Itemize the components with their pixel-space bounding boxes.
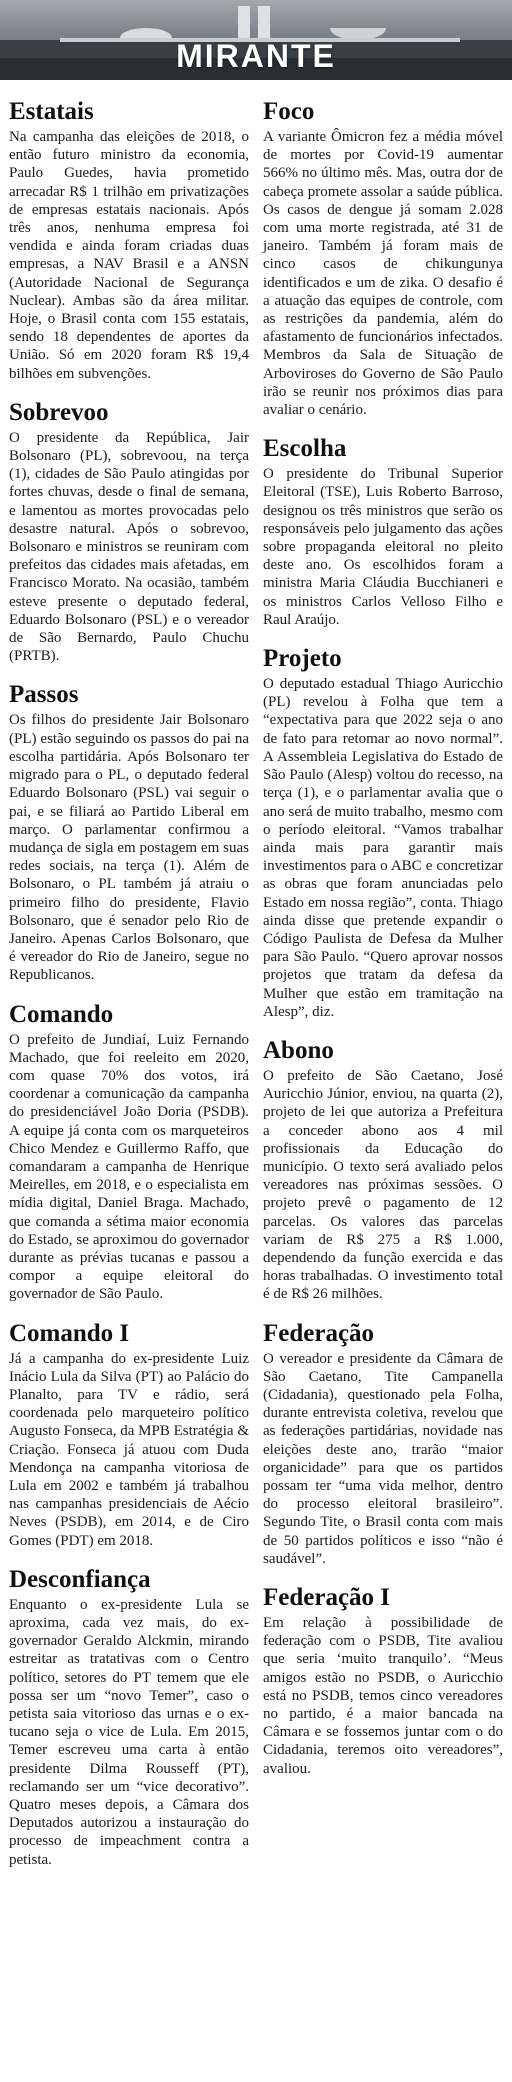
item-body: A variante Ômicron fez a média móvel de mortes por Covid-19 aumentar 566% no último mês. Mas, outra dor de cabeça promete assolar a saúde pública. Os casos de dengue já somam 2.028 com uma morte registrada, até 31 de janeiro. Também já foram mais de cinco casos de chikungunya identificados e um de zika. O desafio é a atuação das equipes de controle, com as restrições da pandemia, além do afastamento de funcionários infectados. Membros da Sala de Situação de Arboviroses do Governo de São Paulo irão se reunir nos próximos dias para avaliar o cenário.	[263, 129, 503, 419]
left-column	[9, 98, 249, 2078]
news-item-comando-i	[9, 1320, 249, 1550]
right-column	[263, 98, 503, 2078]
item-heading: Desconfiança	[9, 1565, 151, 1593]
item-heading: Comando	[9, 1000, 114, 1028]
news-item-sobrevoo	[9, 399, 249, 666]
news-item-desconfianca	[9, 1566, 249, 1869]
item-heading: Comando I	[9, 1319, 130, 1347]
item-body: Em relação à possibilidade de federação com o PSDB, Tite avaliou que seria ‘muito tranquilo’. “Meus amigos estão no PSDB, o Auricchio está no PSDB, temos cinco vereadores no partido, é a maior bancada na Câmara e se fossemos juntar com o do Cidadania, teremos oito vereadores”, avaliou.	[263, 1615, 503, 1777]
item-body: O deputado estadual Thiago Auricchio (PL) revelou à Folha que tem a “expectativa para que 2022 seja o ano de fato para retomar ao novo normal”. A Assembleia Legislativa do Estado de São Paulo (Alesp) voltou do recesso, na terça (1), e o parlamentar avalia que o ano será de muito trabalho, mesmo com o período eleitoral. “Vamos trabalhar ainda mais para garantir mais investimentos para o ABC e concretizar as obras que foram anunciadas pelo Estado em nossa região”, conta. Thiago ainda disse que pretende expandir o Código Paulista de Defesa da Mulher para São Paulo. “Quero aprovar nossos projetos que tratam da defesa da Mulher que estão em tramitação na Alesp”, diz.	[263, 676, 503, 1020]
item-body: Os filhos do presidente Jair Bolsonaro (PL) estão seguindo os passos do pai na escolha partidária. Após Bolsonaro ter migrado para o PL, o deputado federal Eduardo Bolsonaro (PSL) vai seguir o pai, e se filiará ao Partido Liberal em março. O parlamentar confirmou a mudança de sigla em postagem em suas redes sociais, na terça (1). Além de Bolsonaro, o PL também já atraiu o primeiro filho do presidente, Flavio Bolsonaro, que é senador pelo Rio de Janeiro. Apenas Carlos Bolsonaro, que é vereador do Rio de Janeiro, segue no Republicanos.	[9, 712, 249, 984]
news-item-abono	[263, 1037, 503, 1304]
news-item-foco	[263, 98, 503, 419]
news-item-comando	[9, 1001, 249, 1304]
item-body: Enquanto o ex-presidente Lula se aproxima, cada vez mais, do ex-governador Geraldo Alckmin, mirando estreitar as tratativas com o Centro político, setores do PT temem que ele possa ser um “novo Temer”, caso o petista saia vitorioso das urnas e o ex-tucano seja o vice de Lula. Em 2015, Temer escreveu uma carta à então presidente Dilma Rousseff (PT), reclamando ser um “vice decorativo”. Quatro meses depois, a Câmara dos Deputados autorizou a instauração do processo de impeachment contra a petista.	[9, 1596, 249, 1868]
item-heading: Foco	[263, 98, 315, 125]
item-body: Na campanha das eleições de 2018, o então futuro ministro da economia, Paulo Guedes, havia prometido arrecadar R$ 1 trilhão em privatizações de empresas estatais nacionais. Após três anos, nenhuma empresa foi vendida e ainda foram criadas duas empresas, a NAV Brasil e a ANSN (Autoridade Nacional de Segurança Nuclear). Ambas são da área militar. Hoje, o Brasil conta com 155 estatais, sendo 18 dependentes de aportes da União. Só em 2020 foram R$ 19,4 bilhões em subvenções.	[9, 129, 249, 382]
news-item-estatais	[9, 98, 249, 383]
item-heading: Sobrevoo	[9, 398, 109, 426]
masthead-banner	[0, 0, 512, 80]
news-item-federacao	[263, 1320, 503, 1568]
news-item-projeto	[263, 645, 503, 1021]
item-heading: Projeto	[263, 645, 342, 673]
item-body: O presidente do Tribunal Superior Eleitoral (TSE), Luis Roberto Barroso, designou os três ministros que serão os responsáveis pelo julgamento das ações sobre propaganda eleitoral no pleito deste ano. Os escolhidos foram a ministra Maria Cláudia Bucchianeri e os ministros Carlos Velloso Filho e Raul Araújo.	[263, 466, 503, 628]
item-body: O prefeito de Jundiaí, Luiz Fernando Machado, que foi reeleito em 2020, com quase 70% dos votos, irá coordenar a comunicação da campanha do presidenciável João Doria (PSDB). A equipe já conta com os marqueteiros Chico Mendez e Guillermo Raffo, que comandaram a campanha de Henrique Meirelles, em 2018, e o especialista em mídia digital, Daniel Braga. Machado, que comanda a sétima maior economia do Estado, se aproximou do governador durante as prévias tucanas e passou a compor a equipe eleitoral do governador de São Paulo.	[9, 1031, 249, 1303]
section-title: MIRANTE	[176, 38, 336, 74]
news-item-passos	[9, 681, 249, 984]
item-body: O vereador e presidente da Câmara de São Caetano, Tite Campanella (Cidadania), questionado pela Folha, durante entrevista coletiva, revelou que as federações partidárias, novidade nas eleições deste ano, trarão “maior organicidade” para que os partidos possam ter “uma vida melhor, dentro do processo eleitoral brasileiro”. Segundo Tite, o Brasil conta com mais de 50 partidos políticos e isso “não é saudável”.	[263, 1350, 503, 1567]
item-heading: Abono	[263, 1036, 334, 1064]
item-heading: Federação	[263, 1319, 375, 1347]
item-body: Já a campanha do ex-presidente Luiz Inácio Lula da Silva (PT) ao Palácio do Planalto, para TV e rádio, será coordenada pelo marqueteiro político Augusto Fonseca, da MPB Estratégia & Criação. Fonseca já atuou com Duda Mendonça na campanha vitoriosa de Lula em 2002 e também já trabalhou nas campanhas presidenciais de Aécio Neves (PSDB), em 2014, e de Ciro Gomes (PDT) em 2018.	[9, 1350, 249, 1549]
news-item-escolha	[263, 435, 503, 629]
item-heading: Escolha	[263, 435, 347, 463]
item-heading: Federação I	[263, 1584, 391, 1612]
item-body: O presidente da República, Jair Bolsonaro (PL), sobrevoou, na terça (1), cidades de São Paulo atingidas por fortes chuvas, desde o final de semana, e lamentou as mortes provocadas pelo desastre natural. Após o sobrevoo, Bolsonaro e ministros se reuniram com prefeitos das cidades mais afetadas, em Francisco Morato. Na ocasião, também esteve presente o deputado federal, Eduardo Bolsonaro (PSL) e o vereador de São Bernardo, Paulo Chuchu (PRTB).	[9, 429, 249, 665]
item-body: O prefeito de São Caetano, José Auricchio Júnior, enviou, na quarta (2), projeto de lei que autoriza a Prefeitura a conceder abono aos 4 mil profissionais da Educação do município. O texto será avaliado pelos vereadores nas próximas sessões. O projeto prevê o pagamento de 12 parcelas. Os valores das parcelas variam de R$ 275 a R$ 1.000, dependendo da função exercida e das horas trabalhadas. O investimento total é de R$ 26 milhões.	[263, 1067, 503, 1303]
item-heading: Estatais	[9, 98, 94, 125]
item-heading: Passos	[9, 681, 79, 709]
news-item-federacao-i	[263, 1584, 503, 1778]
article-columns	[9, 98, 503, 2078]
